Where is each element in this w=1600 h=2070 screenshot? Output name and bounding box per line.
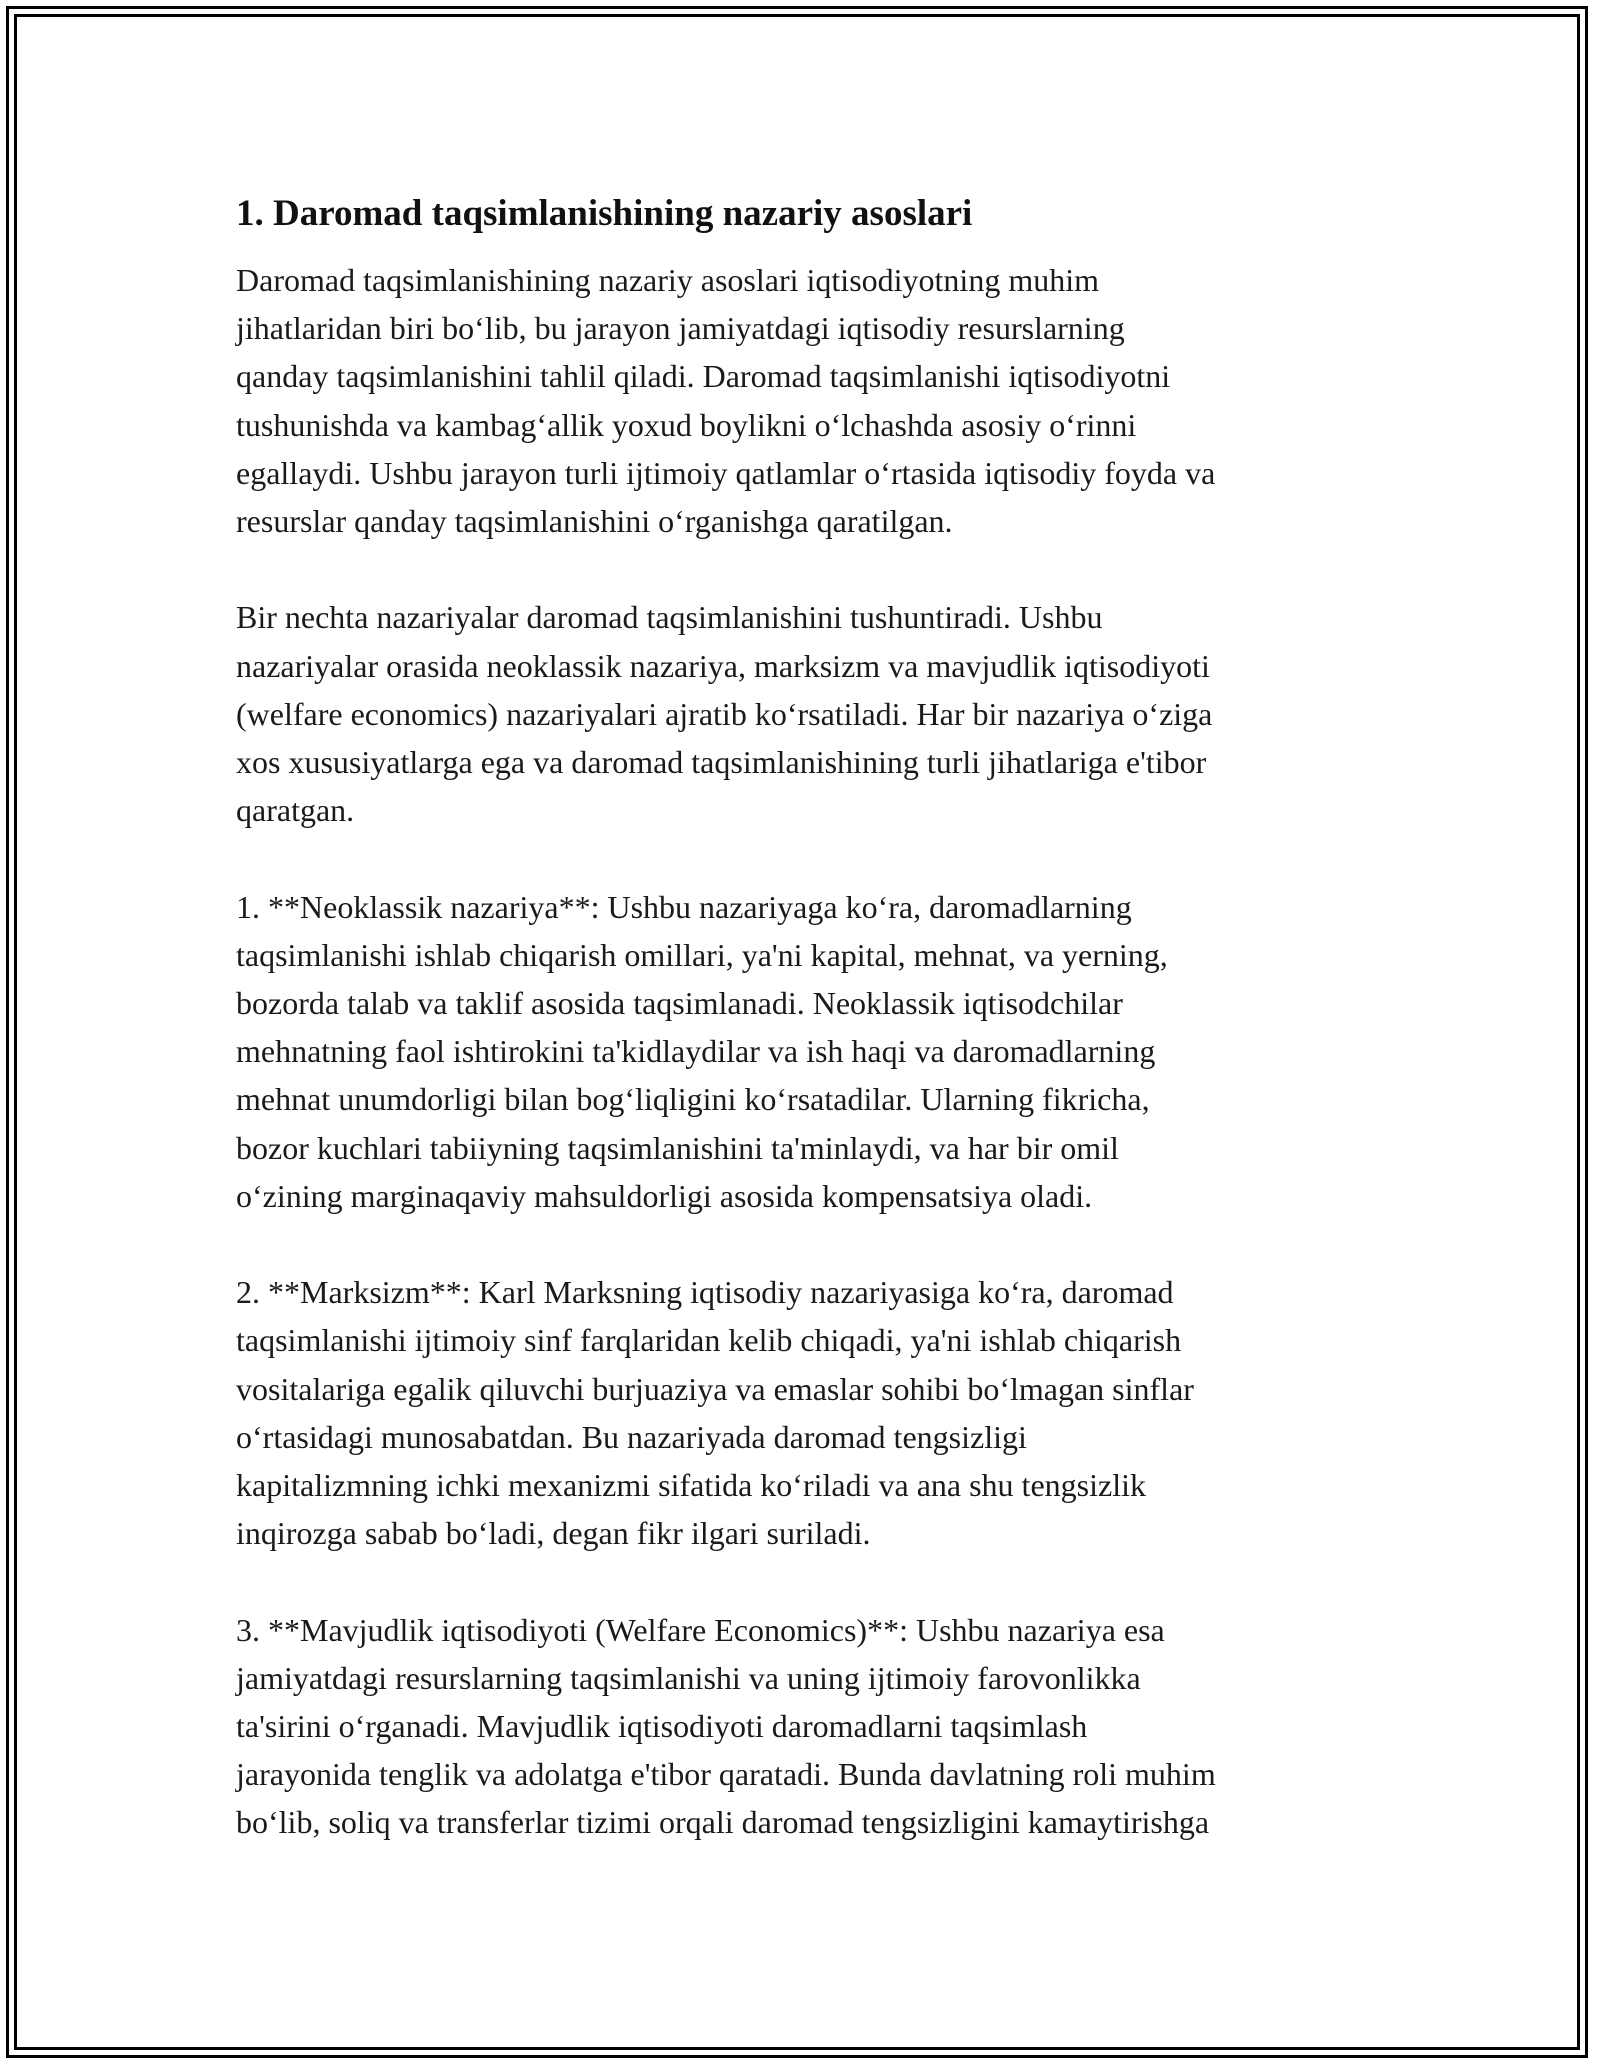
paragraph-marxism: 2. **Marksizm**: Karl Marksning iqtisodiy nazariyasiga ko‘ra, daromad taqsimlanishi ijtimoiy sinf farqlaridan kelib chiqadi, ya'ni ishlab chiqarish vositalariga egalik qiluvchi burjuaziya va emaslar sohibi bo‘lmagan sinflar o‘rtasidagi munosabatdan. Bu nazariyada daromad tengsizligi kapitalizmning ichki mexanizmi sifatida ko‘riladi va ana shu tengsizlik inqirozga sabab bo‘ladi, degan fikr ilgari suriladi. — [236, 1274, 1194, 1552]
document-body — [236, 186, 1366, 1847]
paragraph-neoclassical-theory: 1. **Neoklassik nazariya**: Ushbu nazariyaga ko‘ra, daromadlarning taqsimlanishi ishlab chiqarish omillari, ya'ni kapital, mehnat, va yerning, bozorda talab va taklif asosida taqsimlanadi. Neoklassik iqtisodchilar mehnatning faol ishtirokini ta'kidlaydilar va ish haqi va daromadlarning mehnat unumdorligi bilan bog‘liqligini ko‘rsatadilar. Ularning fikricha, bozor kuchlari tabiiyning taqsimlanishini ta'minlaydi, va har bir omil o‘zining marginaqaviy mahsuldorligi asosida kompensatsiya oladi. — [236, 888, 1168, 1214]
paragraph-theories-overview: Bir nechta nazariyalar daromad taqsimlanishini tushuntiradi. Ushbu nazariyalar orasida neoklassik nazariya, marksizm va mavjudlik iqtisodiyoti (welfare economics) nazariyalari ajratib ko‘rsatiladi. Har bir nazariya o‘ziga xos xususiyatlarga ega va daromad taqsimlanishining turli jihatlariga e'tibor qaratgan. — [236, 599, 1213, 829]
paragraph-welfare-economics: 3. **Mavjudlik iqtisodiyoti (Welfare Economics)**: Ushbu nazariya esa jamiyatdagi resurslarning taqsimlanishi va uning ijtimoiy farovonlikka ta'sirini o‘rganadi. Mavjudlik iqtisodiyoti daromadlarni taqsimlash jarayonida tenglik va adolatga e'tibor qaratadi. Bunda davlatning roli muhim bo‘lib, soliq va transferlar tizimi orqali daromad tengsizligini kamaytirishga — [236, 1611, 1216, 1841]
section-title: 1. Daromad taqsimlanishining nazariy asoslari — [236, 193, 973, 234]
paragraph-intro: Daromad taqsimlanishining nazariy asoslari iqtisodiyotning muhim jihatlaridan biri bo‘lib, bu jarayon jamiyatdagi iqtisodiy resurslarning qanday taqsimlanishini tahlil qiladi. Daromad taqsimlanishi iqtisodiyotni tushunishda va kambag‘allik yoxud boylikni o‘lchashda asosiy o‘rinni egallaydi. Ushbu jarayon turli ijtimoiy qatlamlar o‘rtasida iqtisodiy foyda va resurslar qanday taqsimlanishini o‘rganishga qaratilgan. — [236, 262, 1216, 540]
